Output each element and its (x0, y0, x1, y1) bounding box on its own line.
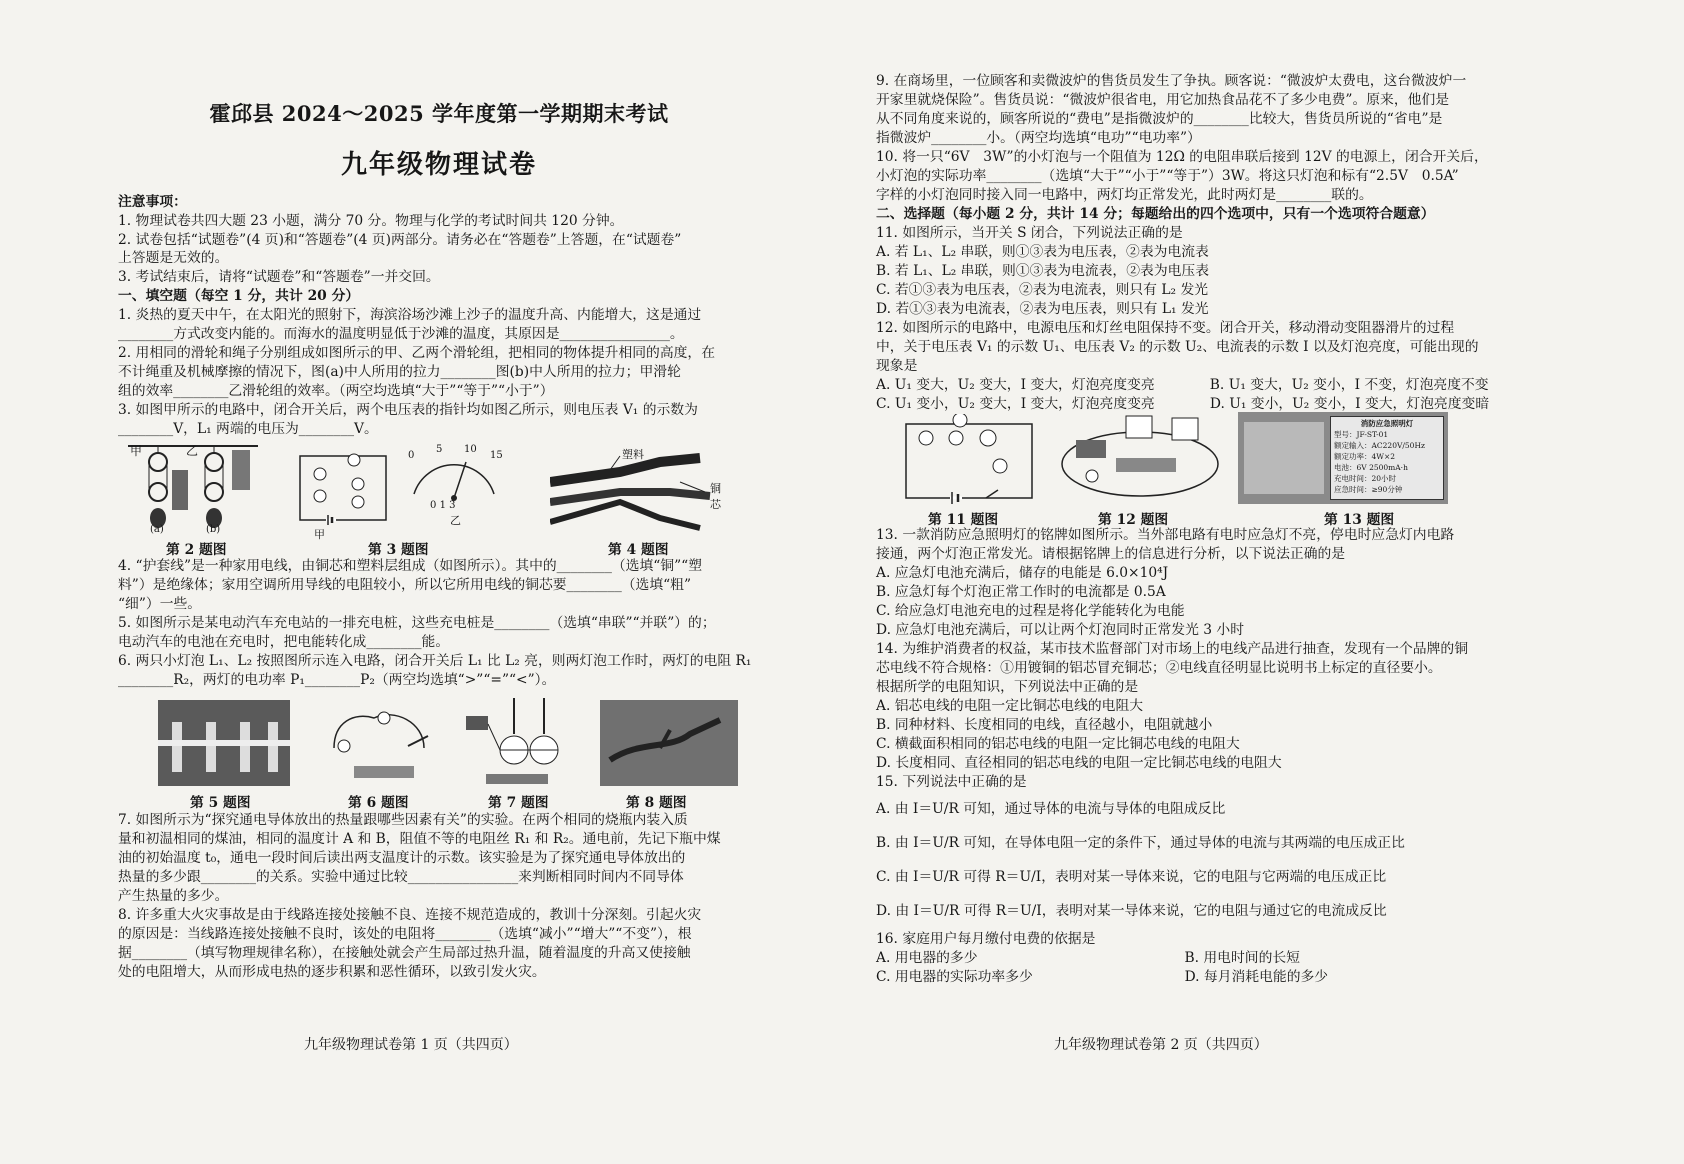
exam-page-2 (842, 0, 1684, 1164)
q14-line2: 芯电线不符合规格：①用镀铜的铝芯冒充铜芯；②电线直径明显比说明书上标定的直径要小。 (876, 660, 1442, 676)
notice-1: 1. 物理试卷共四大题 23 小题，满分 70 分。物理与化学的考试时间共 120 分钟。 (118, 213, 624, 229)
q7-line2: 量和初温相同的煤油，相同的温度计 A 和 B，阻值不等的电阻丝 R₁ 和 R₂。通电前，先记下瓶中煤 (118, 831, 721, 847)
label-suliao: 塑料 (622, 448, 644, 461)
dial-tick-15: 15 (490, 450, 503, 461)
caption-fig12: 第 12 题图 (1098, 512, 1169, 528)
dial-tick-5: 5 (436, 444, 443, 455)
label-jia: 甲 (130, 444, 143, 458)
q10-line2: 小灯泡的实际功率________（选填“大于”“小于”“等于”）3W。将这只灯泡和标有“2.5V 0.5A” (876, 168, 1459, 184)
q15-option-a: A. 由 I＝U/R 可知，通过导体的电流与导体的电阻成反比 (876, 801, 1226, 817)
q11-option-c: C. 若①③表为电压表，②表为电流表，则只有 L₂ 发光 (876, 282, 1209, 298)
nameplate-power: 额定功率：4W×2 (1334, 452, 1396, 461)
q8-line1: 8. 许多重大火灾事故是由于线路连接处接触不良、连接不规范造成的，教训十分深刻。引起火灾 (118, 907, 702, 923)
nameplate-title: 消防应急照明灯 (1360, 419, 1414, 428)
q11-option-b: B. 若 L₁、L₂ 串联，则①③表为电流表，②表为电压表 (876, 263, 1210, 279)
q7-line3: 油的初始温度 t₀，通电一段时间后读出两支温度计的示数。该实验是为了探究通电导体放出的 (118, 850, 686, 866)
label-yi-pulley: 乙 (186, 444, 199, 458)
q14-option-a: A. 铝芯电线的电阻一定比铜芯电线的电阻大 (876, 698, 1144, 714)
q10-line3: 字样的小灯泡同时接入同一电路中，两灯均正常发光，此时两灯是________联的。 (876, 187, 1373, 203)
page1-footer: 九年级物理试卷第 1 页（共四页） (304, 1037, 518, 1053)
emergency-light-unit (1244, 422, 1324, 494)
caption-fig11: 第 11 题图 (928, 512, 999, 528)
lamp-circuit-figure (324, 702, 434, 786)
q1-line1: 1. 炎热的夏天中午，在太阳光的照射下，海滨浴场沙滩上沙子的温度升高、内能增大，这是通过 (118, 307, 702, 323)
nameplate-emergency-time: 应急时间：≥90分钟 (1334, 485, 1403, 494)
caption-fig4: 第 4 题图 (608, 542, 669, 558)
label-yi: 乙 (450, 514, 461, 527)
rheostat-circuit-figure (1056, 410, 1224, 504)
q16-stem: 16. 家庭用户每月缴付电费的依据是 (876, 931, 1096, 947)
voltmeter-dial-figure (404, 444, 504, 527)
nameplate-charge-time: 充电时间：20小时 (1334, 474, 1397, 483)
q5-line1: 5. 如图所示是某电动汽车充电站的一排充电桩，这些充电桩是________（选填“串联”“并联”）的； (118, 615, 716, 631)
caption-fig3: 第 3 题图 (368, 542, 429, 558)
circuit-figure-q11 (900, 414, 1040, 504)
section-2-heading: 二、选择题（每小题 2 分，共计 14 分；每题给出的四个选项中，只有一个选项符合题意） (876, 206, 1435, 222)
q6-line2: ________R₂，两灯的电功率 P₁________P₂（两空均选填“>”“=”“<”）。 (118, 672, 556, 688)
q8-line3: 据________（填写物理规律名称），在接触处就会产生局部过热升温，随着温度的升高又使接触 (118, 945, 691, 961)
nameplate (1330, 416, 1444, 500)
q4-line2: 料”）是绝缘体；家用空调所用导线的电阻较小，所以它所用电线的铜芯要________（选填“粗” (118, 577, 692, 593)
q5-line2: 电动汽车的电池在充电时，把电能转化成________能。 (118, 634, 450, 650)
label-jia-circuit: 甲 (314, 528, 325, 541)
q7-line1: 7. 如图所示为“探究通电导体放出的热量跟哪些因素有关”的实验。在两个相同的烧瓶内装入质 (118, 812, 688, 828)
q14-option-d: D. 长度相同、直径相同的铝芯电线的电阻一定比铜芯电线的电阻大 (876, 755, 1282, 771)
notice-2: 2. 试卷包括“试题卷”(4 页)和“答题卷”(4 页)两部分。请务必在“答题卷”上答题，在“试题卷” (118, 232, 682, 248)
q13-option-c: C. 给应急灯电池充电的过程是将化学能转化为电能 (876, 603, 1185, 619)
q16-options-cd: C. 用电器的实际功率多少 D. 每月消耗电能的多少 (876, 969, 1329, 985)
label-tongxin: 铜芯 (710, 482, 721, 511)
q4-line3: “细”）一些。 (118, 596, 202, 612)
q11-option-d: D. 若①③表为电流表，②表为电压表，则只有 L₁ 发光 (876, 301, 1209, 317)
dial-tick-10: 10 (464, 444, 477, 455)
q12-options-cd: C. U₁ 变小，U₂ 变大，I 变大，灯泡亮度变亮 D. U₁ 变小，U₂ 变小，I 变大，灯泡亮度变暗 (876, 396, 1490, 412)
page2-footer: 九年级物理试卷第 2 页（共四页） (1054, 1037, 1268, 1053)
q12-line1: 12. 如图所示的电路中，电源电压和灯丝电阻保持不变。闭合开关，移动滑动变阻器滑片的过程 (876, 320, 1455, 336)
q13-option-b: B. 应急灯每个灯泡正常工作时的电流都是 0.5A (876, 584, 1166, 600)
q9-line1: 9. 在商场里，一位顾客和卖微波炉的售货员发生了争执。顾客说：“微波炉太费电，这台微波炉一 (876, 73, 1467, 89)
q9-line3: 从不同角度来说的，顾客所说的“费电”是指微波炉的________比较大，售货员所说的“省电”是 (876, 111, 1443, 127)
q1-line2: ________方式改变内能的。而海水的温度明显低于沙滩的温度，其原因是________________。 (118, 326, 684, 342)
q2-line2: 不计绳重及机械摩擦的情况下，图(a)中人所用的拉力________图(b)中人所用的拉力；甲滑轮 (118, 364, 681, 380)
emergency-light-photo (1238, 412, 1448, 504)
notice-2-cont: 上答题是无效的。 (118, 250, 229, 266)
exam-title: 霍邱县 2024～2025 学年度第一学期期末考试 (209, 101, 669, 126)
q9-line4: 指微波炉________小。（两空均选填“电功”“电功率”） (876, 130, 1201, 146)
caption-fig13: 第 13 题图 (1324, 512, 1395, 528)
q13-option-a: A. 应急灯电池充满后，储存的电能是 6.0×10⁴J (876, 565, 1169, 581)
q9-line2: 开家里就烧保险”。售货员说：“微波炉很省电，用它加热食品花不了多少电费”。原来，他们是 (876, 92, 1450, 108)
q12-line2: 中，关于电压表 V₁ 的示数 U₁、电压表 V₂ 的示数 U₂、电流表的示数 I 以及灯泡亮度，可能出现的 (876, 339, 1479, 355)
q4-line1: 4. “护套线”是一种家用电线，由铜芯和塑料层组成（如图所示）。其中的________（选填“铜”“塑 (118, 558, 702, 574)
q15-option-b: B. 由 I＝U/R 可知，在导体电阻一定的条件下，通过导体的电流与其两端的电压成正比 (876, 835, 1405, 851)
caption-fig7: 第 7 题图 (488, 795, 549, 811)
q15-option-d: D. 由 I＝U/R 可得 R＝U/I，表明对某一导体来说，它的电阻与通过它的电流成反比 (876, 903, 1387, 919)
caption-fig6: 第 6 题图 (348, 795, 409, 811)
label-a: (a) (150, 524, 164, 535)
label-b: (b) (206, 524, 221, 535)
q3-line2: ________V，L₁ 两端的电压为________V。 (118, 421, 378, 437)
q11-option-a: A. 若 L₁、L₂ 串联，则①③表为电压表，②表为电流表 (876, 244, 1209, 260)
q7-line4: 热量的多少跟________的关系。实验中通过比较________________来判断相同时间内不同导体 (118, 869, 684, 885)
caption-fig5: 第 5 题图 (190, 795, 251, 811)
pulley-figure (128, 440, 258, 540)
q16-options-ab: A. 用电器的多少 B. 用电时间的长短 (876, 950, 1300, 966)
q6-line1: 6. 两只小灯泡 L₁、L₂ 按照图所示连入电路，闭合开关后 L₁ 比 L₂ 亮，则两灯泡工作时，两灯的电阻 R₁ (118, 653, 752, 669)
q3-line1: 3. 如图甲所示的电路中，闭合开关后，两个电压表的指针均如图乙所示，则电压表 V₁ 的示数为 (118, 402, 698, 418)
exam-subtitle: 九年级物理试卷 (340, 150, 537, 180)
q8-line2: 的原因是：当线路连接处接触不良时，该处的电阻将________（选填“减小”“增大”“不变”），根 (118, 926, 692, 942)
nameplate-model: 型号：JF-ST-01 (1334, 430, 1389, 439)
dial-sub-labels: 0 1 3 (430, 500, 456, 511)
section-1-heading: 一、填空题（每空 1 分，共计 20 分） (118, 288, 360, 304)
q14-option-b: B. 同种材料、长度相同的电线，直径越小，电阻就越小 (876, 717, 1213, 733)
q15-stem: 15. 下列说法中正确的是 (876, 774, 1027, 790)
q15-option-c: C. 由 I＝U/R 可得 R＝U/I，表明对某一导体来说，它的电阻与它两端的电压成正比 (876, 869, 1387, 885)
notice-heading: 注意事项： (118, 194, 187, 210)
nameplate-input: 额定输入：AC220V/50Hz (1334, 441, 1425, 450)
sheathed-wire-figure (550, 448, 730, 536)
caption-fig8: 第 8 题图 (626, 795, 687, 811)
q13-line1: 13. 一款消防应急照明灯的铭牌如图所示。当外部电路有电时应急灯不亮，停电时应急灯内电路 (876, 527, 1455, 543)
q11-stem: 11. 如图所示，当开关 S 闭合，下列说法正确的是 (876, 225, 1183, 241)
q8-line4: 处的电阻增大，从而形成电热的逐步积累和恶性循环，以致引发火灾。 (118, 964, 546, 980)
q12-line3: 现象是 (876, 358, 918, 374)
nameplate-battery: 电池：6V 2500mA·h (1334, 463, 1408, 472)
heating-experiment-figure (464, 694, 572, 786)
q14-line1: 14. 为维护消费者的权益，某市技术监督部门对市场上的电线产品进行抽查，发现有一个品牌的铜 (876, 641, 1468, 657)
wire-joint-photo (600, 700, 738, 786)
q10-line1: 10. 将一只“6V 3W”的小灯泡与一个阻值为 12Ω 的电阻串联后接到 12V 的电源上，闭合开关后， (876, 149, 1488, 165)
q14-option-c: C. 横截面积相同的铝芯电线的电阻一定比铜芯电线的电阻大 (876, 736, 1240, 752)
dial-tick-0: 0 (408, 450, 415, 461)
q7-line5: 产生热量的多少。 (118, 888, 229, 904)
circuit-figure-q3 (296, 452, 396, 541)
q13-line2: 接通，两个灯泡正常发光。请根据铭牌上的信息进行分析，以下说法正确的是 (876, 546, 1346, 562)
charging-station-photo (158, 700, 290, 786)
q14-line3: 根据所学的电阻知识，下列说法中正确的是 (876, 679, 1139, 695)
q13-option-d: D. 应急灯电池充满后，可以让两个灯泡同时正常发光 3 小时 (876, 622, 1245, 638)
notice-3: 3. 考试结束后，请将“试题卷”和“答题卷”一并交回。 (118, 269, 440, 285)
q2-line1: 2. 用相同的滑轮和绳子分别组成如图所示的甲、乙两个滑轮组，把相同的物体提升相同的高度，在 (118, 345, 716, 361)
q2-line3: 组的效率________乙滑轮组的效率。（两空均选填“大于”“等于”“小于”） (118, 383, 554, 399)
q12-options-ab: A. U₁ 变大，U₂ 变大，I 变大，灯泡亮度变亮 B. U₁ 变大，U₂ 变小，I 不变，灯泡亮度不变 (876, 377, 1489, 393)
caption-fig2: 第 2 题图 (166, 542, 227, 558)
